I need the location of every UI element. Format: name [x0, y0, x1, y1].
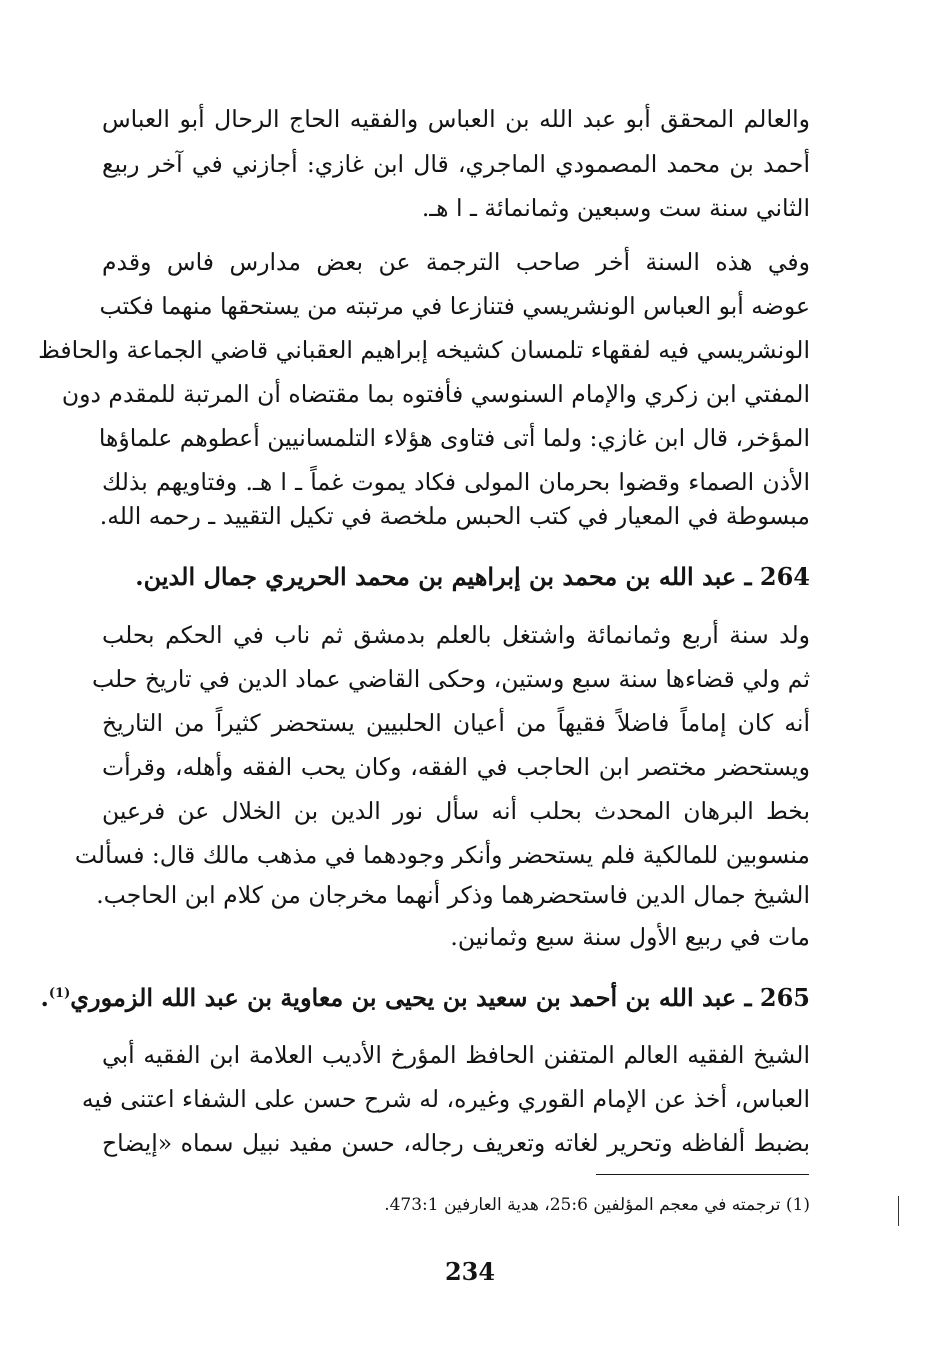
- text-line: العباس، أخذ عن الإمام القوري وغيره، له شرح حسن على الشفاء اعتنى فيه: [81, 1085, 810, 1113]
- text-line: وفي هذه السنة أخر صاحب الترجمة عن بعض مدارس فاس وقدم: [102, 248, 810, 276]
- text-line: بخط البرهان المحدث بحلب أنه سأل نور الدين بن الخلال عن فرعين: [102, 797, 810, 825]
- text-line: ويستحضر مختصر ابن الحاجب في الفقه، وكان يحب الفقه وأهله، وقرأت: [102, 753, 810, 781]
- text-line: منسوبين للمالكية فلم يستحضر وأنكر وجودهما في مذهب مالك قال: فسألت: [74, 841, 810, 869]
- text-line: ثم ولي قضاءها سنة سبع وستين، وحكى القاضي عماد الدين في تاريخ حلب: [91, 665, 810, 693]
- heading-text: 265 ـ عبد الله بن أحمد بن سعيد بن يحيى بن معاوية بن عبد الله الزموري: [70, 983, 810, 1012]
- text-line: المفتي ابن زكري والإمام السنوسي فأفتوه بما مقتضاه أن المرتبة للمقدم دون: [61, 380, 810, 408]
- text-line: أحمد بن محمد المصمودي الماجري، قال ابن غازي: أجازني في آخر ربيع: [102, 150, 810, 178]
- entry-heading-264: 264 ـ عبد الله بن محمد بن إبراهيم بن محمد الحريري جمال الدين.: [135, 562, 810, 591]
- text-line: الثاني سنة ست وسبعين وثمانمائة ـ ا هـ.: [421, 194, 810, 222]
- text-line: بضبط ألفاظه وتحرير لغاته وتعريف رجاله، حسن مفيد نبيل سماه «إيضاح: [102, 1129, 810, 1157]
- text-line: الأذن الصماء وقضوا بحرمان المولى فكاد يموت غماً ـ ا هـ. وفتاويهم بذلك: [102, 468, 810, 496]
- footnote-separator: [596, 1174, 809, 1175]
- text-line: أنه كان إماماً فاضلاً فقيهاً من أعيان الحلبيين يستحضر كثيراً من التاريخ: [102, 709, 810, 737]
- page-number: 234: [444, 1257, 496, 1286]
- text-line: مات في ربيع الأول سنة سبع وثمانين.: [450, 923, 810, 951]
- text-line: الونشريسي فيه لفقهاء تلمسان كشيخه إبراهيم العقباني قاضي الجماعة والحافظ: [38, 336, 810, 364]
- text-line: والعالم المحقق أبو عبد الله بن العباس والفقيه الحاج الرحال أبو العباس: [102, 105, 810, 133]
- margin-mark: [898, 1196, 899, 1226]
- text-line: ولد سنة أربع وثمانمائة واشتغل بالعلم بدمشق ثم ناب في الحكم بحلب: [102, 621, 810, 649]
- text-line: مبسوطة في المعيار في كتب الحبس ملخصة في تكيل التقييد ـ رحمه الله.: [99, 502, 810, 530]
- footnote: (1) ترجمته في معجم المؤلفين 25:6، هدية العارفين 473:1.: [384, 1195, 810, 1215]
- text-line: عوضه أبو العباس الونشريسي فتنازعا في مرتبته من يستحقها منهما فكتب: [99, 292, 810, 320]
- heading-end: .: [40, 983, 49, 1012]
- text-line: الشيخ الفقيه العالم المتفنن الحافظ المؤرخ الأديب العلامة ابن الفقيه أبي: [102, 1041, 810, 1069]
- entry-heading-265: [40, 975, 810, 1020]
- footnote-marker: (1): [48, 986, 71, 1001]
- text-line: الشيخ جمال الدين فاستحضرهما وذكر أنهما مخرجان من كلام ابن الحاجب.: [96, 881, 810, 909]
- text-line: المؤخر، قال ابن غازي: ولما أتى فتاوى هؤلاء التلمسانيين أعطوهم علماؤها: [98, 424, 810, 452]
